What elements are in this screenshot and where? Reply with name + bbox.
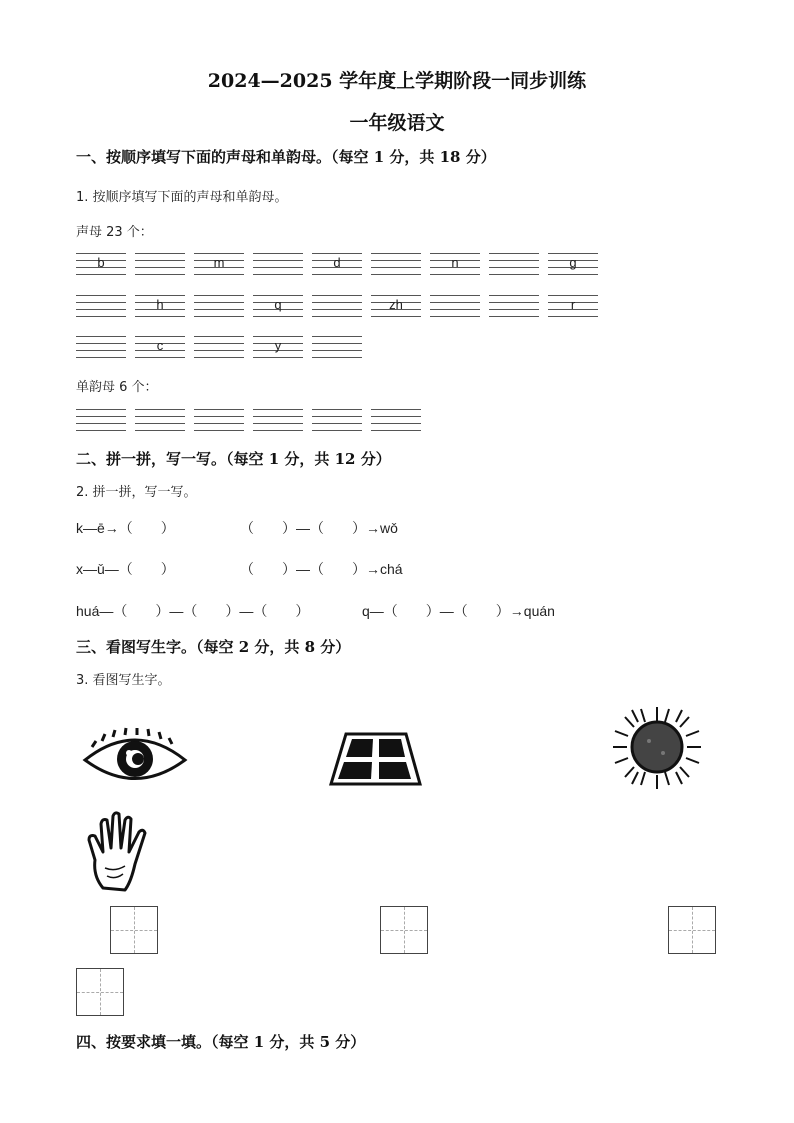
section2-heading: 二、拼一拼，写一写。（每空 1 分，共 12 分） xyxy=(76,450,391,468)
page-subtitle: 一年级语文 xyxy=(349,112,445,134)
pinyin-letter: d xyxy=(333,255,341,270)
four-line-cell[interactable] xyxy=(312,409,362,431)
section4-heading: 四、按要求填一填。（每空 1 分，共 5 分） xyxy=(76,1033,366,1051)
four-line-cell[interactable] xyxy=(135,409,185,431)
four-line-cell[interactable] xyxy=(312,295,362,317)
four-line-cell[interactable] xyxy=(135,253,185,275)
pinyin-letter: n xyxy=(451,255,459,270)
pinyin-letter: y xyxy=(274,338,282,353)
four-line-cell[interactable] xyxy=(253,253,303,275)
pinyin-letter: m xyxy=(213,255,225,270)
shengmu-label: 声母 23 个： xyxy=(76,225,153,240)
four-line-cell[interactable] xyxy=(194,409,244,431)
pinyin-line-1-right: （ ）—（ ）→wǒ xyxy=(240,520,398,536)
four-line-cell[interactable] xyxy=(76,336,126,358)
pinyin-line-3-left: huá—（ ）—（ ）—（ ） xyxy=(76,603,310,619)
pinyin-line-3-right: q—（ ）—（ ）→quán xyxy=(362,603,555,619)
four-line-cell[interactable] xyxy=(76,295,126,317)
hand-picture xyxy=(85,808,160,893)
eye-picture xyxy=(80,725,190,790)
four-line-cell[interactable] xyxy=(194,336,244,358)
four-line-cell[interactable] xyxy=(489,253,539,275)
four-line-cell[interactable] xyxy=(371,295,421,317)
four-line-cell[interactable] xyxy=(253,409,303,431)
tianzige-box[interactable] xyxy=(668,906,716,954)
pinyin-letter: r xyxy=(570,297,576,312)
four-line-cell[interactable] xyxy=(371,409,421,431)
four-line-cell[interactable] xyxy=(312,336,362,358)
four-line-cell[interactable] xyxy=(430,253,480,275)
field-picture xyxy=(328,730,423,788)
question-2: 2. 拼一拼，写一写。 xyxy=(76,485,197,500)
pinyin-letter: g xyxy=(569,255,577,270)
pinyin-letter: b xyxy=(97,255,105,270)
tianzige-box[interactable] xyxy=(110,906,158,954)
four-line-cell[interactable] xyxy=(489,295,539,317)
four-line-cell[interactable] xyxy=(371,253,421,275)
pinyin-line-2-right: （ ）—（ ）→chá xyxy=(240,561,403,577)
four-line-cell[interactable] xyxy=(135,336,185,358)
tianzige-box[interactable] xyxy=(380,906,428,954)
four-line-cell[interactable] xyxy=(430,295,480,317)
page-title: 2024—2025 学年度上学期阶段一同步训练 xyxy=(207,70,587,92)
four-line-cell[interactable] xyxy=(194,253,244,275)
question-3: 3. 看图写生字。 xyxy=(76,673,171,688)
pinyin-letter: h xyxy=(156,297,164,312)
pinyin-line-1-left: k—ē→（ ） xyxy=(76,520,175,536)
four-line-cell[interactable] xyxy=(76,409,126,431)
pinyin-line-2-left: x—ǔ—（ ） xyxy=(76,561,175,577)
section1-heading: 一、按顺序填写下面的声母和单韵母。（每空 1 分，共 18 分） xyxy=(76,148,496,166)
four-line-cell[interactable] xyxy=(194,295,244,317)
four-line-cell[interactable] xyxy=(548,253,598,275)
four-line-cell[interactable] xyxy=(312,253,362,275)
four-line-cell[interactable] xyxy=(135,295,185,317)
pinyin-letter: zh xyxy=(389,297,403,312)
four-line-cell[interactable] xyxy=(548,295,598,317)
pinyin-letter: c xyxy=(156,338,164,353)
question-1: 1. 按顺序填写下面的声母和单韵母。 xyxy=(76,190,288,205)
four-line-cell[interactable] xyxy=(76,253,126,275)
four-line-cell[interactable] xyxy=(253,295,303,317)
tianzige-box[interactable] xyxy=(76,968,124,1016)
four-line-cell[interactable] xyxy=(253,336,303,358)
sun-picture xyxy=(605,705,710,790)
pinyin-letter: q xyxy=(274,297,282,312)
yunmu-label: 单韵母 6 个： xyxy=(76,380,158,395)
section3-heading: 三、看图写生字。（每空 2 分，共 8 分） xyxy=(76,638,351,656)
